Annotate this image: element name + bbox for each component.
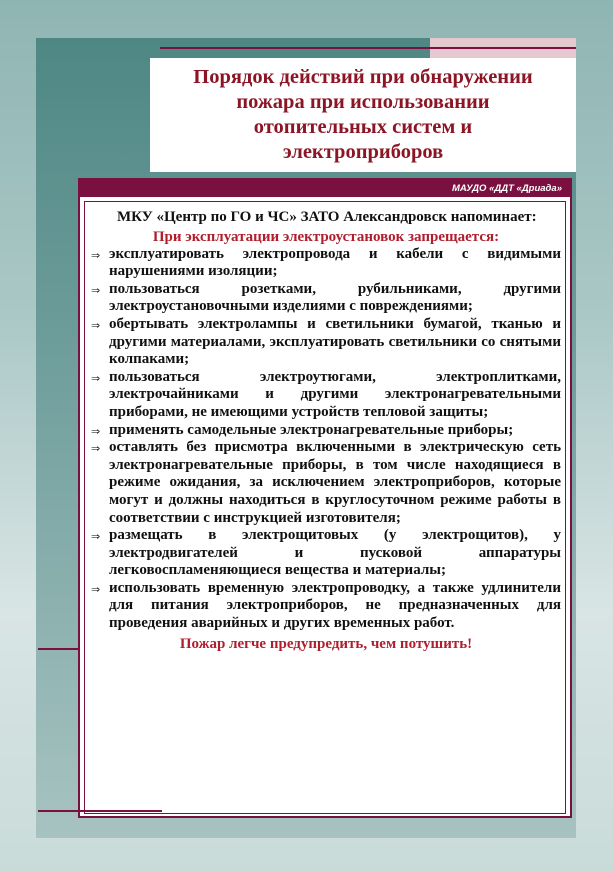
list-item — [91, 316, 561, 369]
title-box — [150, 58, 576, 172]
info-card — [78, 178, 572, 818]
list-item-text: размещать в электрощитовых (у электрощитов), у электродвигателей и пусковой аппаратуры легковоспламеняющиеся вещества и материалы; — [109, 527, 561, 579]
double-arrow-right-icon: ⇒ — [91, 318, 101, 332]
card-body — [84, 201, 566, 814]
double-arrow-right-icon: ⇒ — [91, 442, 101, 456]
list-item-text: пользоваться электроутюгами, электроплитками, электрочайниками и другими электронагревательными приборами, не имеющими устройств тепловой защиты; — [109, 368, 561, 420]
section-heading: При эксплуатации электроустановок запрещается: — [152, 228, 500, 245]
list-item-text: применять самодельные электронагревательные приборы; — [109, 421, 514, 438]
decorative-line-side — [38, 648, 78, 650]
list-item-text: пользоваться розетками, рубильниками, другими электроустановочными изделиями с повреждениями; — [109, 280, 561, 315]
list-item — [91, 246, 561, 281]
list-item-text: оставлять без присмотра включенными в электрическую сеть электронагревательные приборы, в том числе находящиеся в режиме ожидания, за исключением электроприборов, которые могут и должны находиться в круглосуточном режиме работы в соответствии с инструкцией изготовителя; — [109, 439, 561, 526]
list-item — [91, 439, 561, 527]
list-item-text: обертывать электролампы и светильники бумагой, тканью и другими материалами, эксплуатировать светильники со снятыми колпаками; — [109, 315, 561, 368]
double-arrow-right-icon: ⇒ — [91, 248, 101, 262]
rules-list — [91, 246, 561, 633]
list-item-text: использовать временную электропроводку, а также удлинители для питания электроприборов, не предназначенных для проведения аварийных и других временных работ. — [109, 579, 561, 632]
double-arrow-right-icon: ⇒ — [91, 424, 101, 438]
page-title: Порядок действий при обнаружении пожара при использовании отопительных систем и электроприборов — [193, 66, 533, 163]
footer-slogan: Пожар легче предупредить, чем потушить! — [179, 635, 473, 652]
org-header: МАУДО «ДДТ «Дриада» — [80, 180, 570, 197]
decorative-line-top — [160, 47, 576, 49]
list-item — [91, 422, 561, 440]
decorative-line-bottom — [38, 810, 162, 812]
list-item-text: эксплуатировать электропровода и кабели с видимыми нарушениями изоляции; — [109, 245, 561, 280]
double-arrow-right-icon: ⇒ — [91, 530, 101, 544]
double-arrow-right-icon: ⇒ — [91, 283, 101, 297]
double-arrow-right-icon: ⇒ — [91, 371, 101, 385]
list-item — [91, 527, 561, 580]
list-item — [91, 281, 561, 316]
intro-text: МКУ «Центр по ГО и ЧС» ЗАТО Александровск напоминает: — [117, 209, 537, 225]
list-item — [91, 580, 561, 633]
list-item — [91, 369, 561, 422]
double-arrow-right-icon: ⇒ — [91, 582, 101, 596]
